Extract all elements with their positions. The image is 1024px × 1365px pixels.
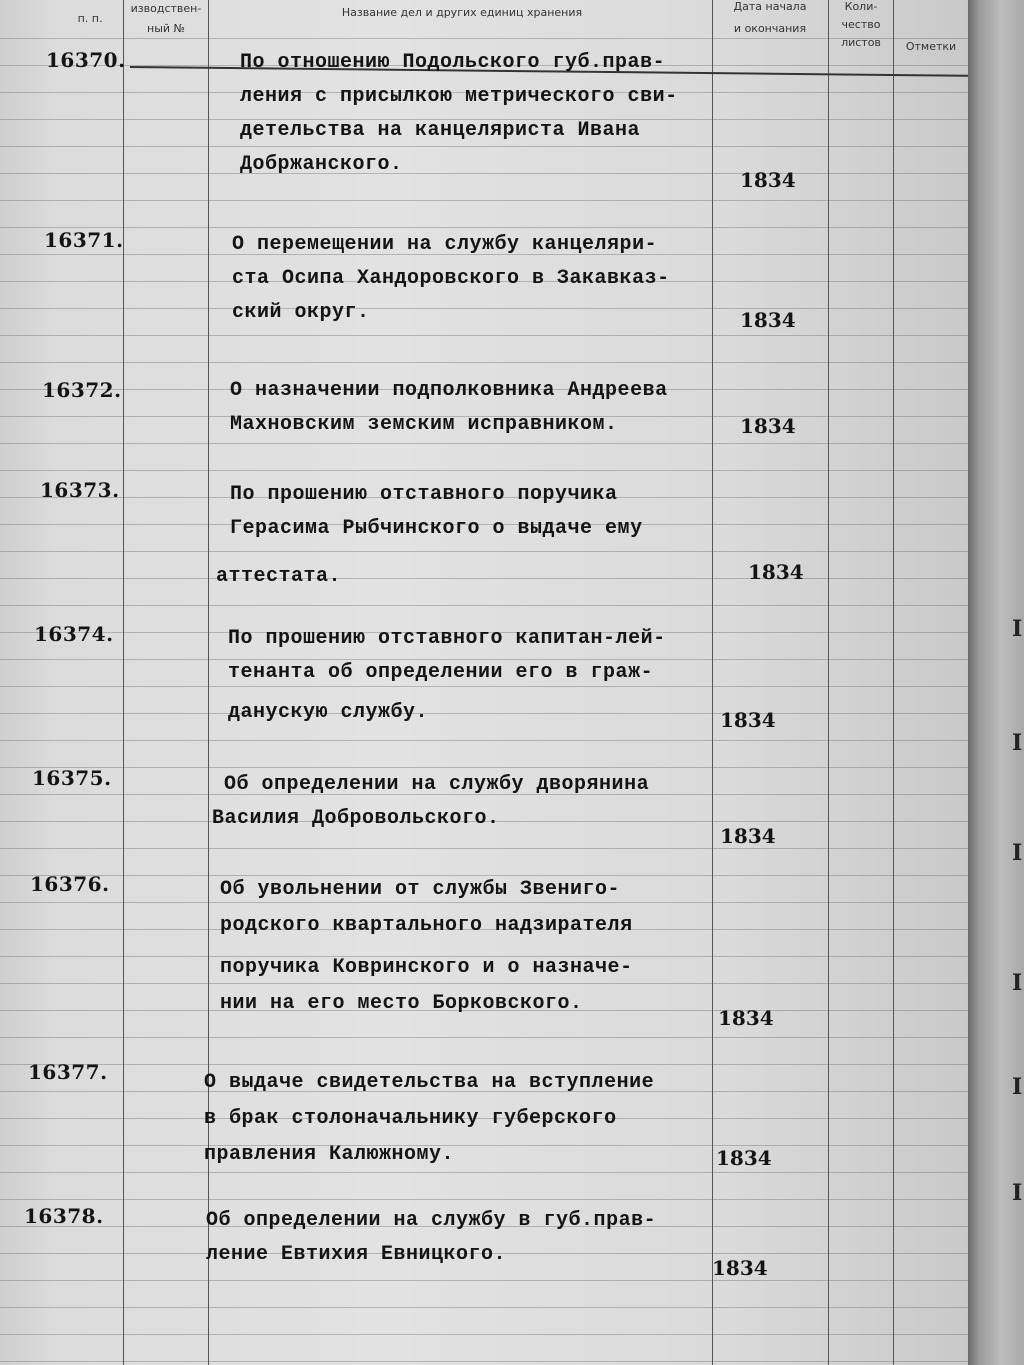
ruled-line [0, 38, 968, 39]
header-notes: Отметки [905, 40, 957, 53]
column-divider [828, 0, 829, 1365]
entry-title: По прошению отставного капитан-лей- тенанта об определении его в граж- данускую службу. [228, 627, 666, 724]
entry-year: 1834 [720, 824, 776, 848]
ruled-line [0, 1334, 968, 1335]
header-title: Название дел и других единиц хранения [341, 6, 583, 19]
column-divider [893, 0, 894, 1365]
ruled-line [0, 335, 968, 336]
entry-title: По прошению отставного поручика Герасима Рыбчинского о выдаче ему аттестата. [216, 483, 643, 588]
entry-year: 1834 [740, 168, 796, 192]
entry-title: О перемещении на службу канцеляри- ста Осипа Хандоровского в Закавказ- ский округ. [232, 233, 670, 324]
column-divider [123, 0, 124, 1365]
header-production-number: изводствен- ный № [130, 2, 202, 35]
edge-mark: I [1012, 840, 1023, 866]
entry-number: 16377. [28, 1060, 108, 1084]
entry-year: 1834 [748, 560, 804, 584]
edge-mark: I [1012, 730, 1023, 756]
entry-number: 16371. [44, 228, 124, 252]
ruled-line [0, 1361, 968, 1362]
entry-year: 1834 [720, 708, 776, 732]
entry-title: По отношению Подольского губ.прав- ления с присылкою метрического сви- детельства на канцеляриста Ивана Добржанского. [240, 51, 678, 176]
header-number: п. п. [77, 12, 103, 25]
entry-title: Об определении на службу дворянина Василия Добровольского. [212, 773, 650, 830]
ruled-line [0, 443, 968, 444]
ruled-line [0, 1172, 968, 1173]
entry-title: О назначении подполковника Андреева Махновским земским исправником. [230, 379, 668, 436]
entry-year: 1834 [716, 1146, 772, 1170]
entry-title: Об определении на службу в губ.прав- ление Евтихия Евницкого. [206, 1209, 657, 1266]
ruled-line [0, 200, 968, 201]
entry-number: 16376. [30, 872, 110, 896]
header-sheet-count: Коли- чество листов [841, 0, 881, 49]
entry-title: О выдаче свидетельства на вступление в брак столоначальнику губерского правления Калюжному. [204, 1071, 655, 1166]
entry-year: 1834 [712, 1256, 768, 1280]
ruled-line [0, 1307, 968, 1308]
ruled-line [0, 848, 968, 849]
edge-mark: I [1012, 970, 1023, 996]
ruled-line [0, 1064, 968, 1065]
edge-mark: I [1012, 616, 1023, 642]
entry-number: 16375. [32, 766, 112, 790]
entry-title: Об увольнении от службы Звенигo- родского квартального надзирателя поручика Ковринского и о назначе- нии на его место Борковского. [220, 878, 633, 1015]
column-divider [712, 0, 713, 1365]
entry-number: 16378. [24, 1204, 104, 1228]
entry-year: 1834 [740, 414, 796, 438]
ruled-line [0, 1037, 968, 1038]
next-page-edge [968, 0, 1024, 1365]
entry-year: 1834 [718, 1006, 774, 1030]
ruled-line [0, 1199, 968, 1200]
ruled-line [0, 605, 968, 606]
edge-mark: I [1012, 1180, 1023, 1206]
edge-mark: I [1012, 1074, 1023, 1100]
header-dates: Дата начала и окончания [733, 0, 807, 35]
ruled-line [0, 362, 968, 363]
ruled-line [0, 470, 968, 471]
entry-number: 16374. [34, 622, 114, 646]
entry-year: 1834 [740, 308, 796, 332]
entry-number: 16372. [42, 378, 122, 402]
entry-number: 16373. [40, 478, 120, 502]
entry-number: 16370. [46, 48, 126, 72]
ruled-line [0, 740, 968, 741]
ruled-line [0, 1280, 968, 1281]
